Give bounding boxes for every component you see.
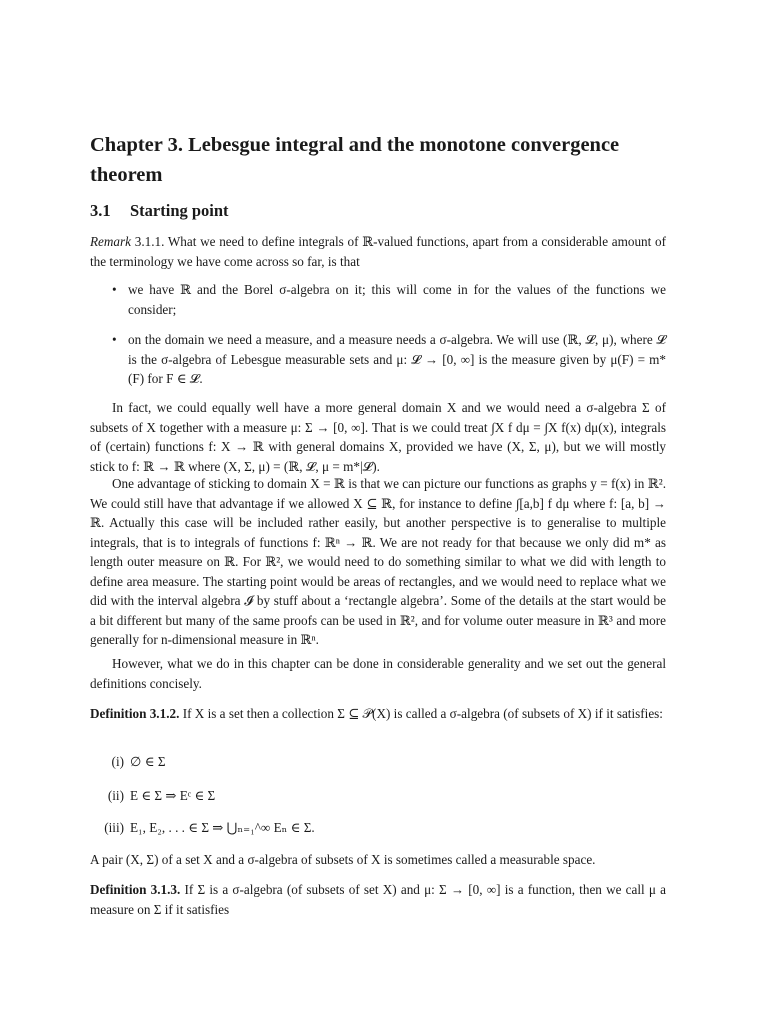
item-text: E₁, E₂, . . . ∈ Σ ⇒ ⋃ₙ₌₁^∞ Eₙ ∈ Σ. [130, 820, 315, 835]
measurable-space-paragraph: A pair (X, Σ) of a set X and a σ-algebra of subsets of X is sometimes called a measurable space. [90, 852, 596, 867]
remark-label: Remark [90, 234, 132, 249]
definition-sigma-algebra [90, 704, 666, 724]
paragraph-generality: However, what we do in this chapter can be done in considerable generality and we set out the general definitions concisely. [90, 656, 666, 691]
definition-label: Definition 3.1.2. [90, 706, 180, 721]
section-title: Starting point [130, 201, 229, 220]
remark-intro: What we need to define integrals of ℝ-valued functions, apart from a considerable amount of the terminology we have come across so far, is that [90, 234, 666, 269]
definition-item [90, 818, 315, 838]
paragraph-advantage: One advantage of sticking to domain X = ℝ is that we can picture our functions as graphs y = f(x) in ℝ². We could still have that advantage if we allowed X ⊆ ℝ, for instance to define ∫[a,b] f dμ where f: [a, b] → ℝ. Actually this case will be included rather easily, but another perspective is to generalise to multiple integrals, that is to integrals of functions f: ℝⁿ → ℝ. We are not ready for that because we only did m* as length outer measure on ℝ. For ℝ², we would need to do something similar to what we did with length to define area measure. The starting point would be areas of rectangles, and we would need to replace what we did with the interval algebra 𝓘 by stuff about a ‘rectangle algebra’. Some of the details at the start would be a bit different but many of the same proofs can be used in ℝ², and for volume outer measure in ℝ³ and more generally for n-dimensional measure in ℝⁿ. [90, 476, 666, 647]
item-text: E ∈ Σ ⇒ Eᶜ ∈ Σ [130, 788, 216, 803]
bullet-icon: • [112, 282, 117, 297]
list-item [112, 330, 666, 389]
definition-item [90, 786, 215, 806]
item-label: (ii) [107, 788, 124, 803]
list-item-text: on the domain we need a measure, and a measure needs a σ-algebra. We will use (ℝ, 𝓛, μ), where 𝓛 is the σ-algebra of Lebesgue measurable sets and μ: 𝓛 → [0, ∞] is the measure given by μ(F) = m*(F) for F ∈ 𝓛. [128, 332, 666, 386]
definition-measure [90, 880, 666, 919]
list-item [112, 280, 666, 319]
paragraph-general-domain: In fact, we could equally well have a more general domain X and we would need a σ-algebra Σ of subsets of X together with a measure μ: Σ → [0, ∞]. That is we could treat ∫X f dμ = ∫X f(x) dμ(x), integrals of (certain) functions f: X → ℝ with general domains X, provided we have (X, Σ, μ), but we will mostly stick to f: ℝ → ℝ where (X, Σ, μ) = (ℝ, 𝓛, μ = m*|𝓛). [90, 400, 666, 474]
item-label: (i) [111, 754, 124, 769]
definition-label: Definition 3.1.3. [90, 882, 181, 897]
remark-paragraph [90, 232, 666, 271]
definition-item [90, 752, 166, 772]
chapter-title: Chapter 3. Lebesgue integral and the monotone convergence theorem [90, 134, 620, 186]
definition-text: If Σ is a σ-algebra (of subsets of set X) and μ: Σ → [0, ∞] is a function, then we call μ a measure on Σ if it satisfies [90, 882, 666, 917]
list-item-text: we have ℝ and the Borel σ-algebra on it; this will come in for the values of the functions we consider; [128, 282, 666, 317]
remark-number: 3.1.1. [134, 234, 165, 249]
section-number: 3.1 [90, 201, 111, 220]
definition-text: If X is a set then a collection Σ ⊆ 𝒫(X) is called a σ-algebra (of subsets of X) if it satisfies: [182, 706, 663, 721]
item-text: ∅ ∈ Σ [130, 754, 166, 769]
bullet-icon: • [112, 332, 117, 347]
section-heading [90, 200, 666, 222]
item-label: (iii) [104, 820, 124, 835]
